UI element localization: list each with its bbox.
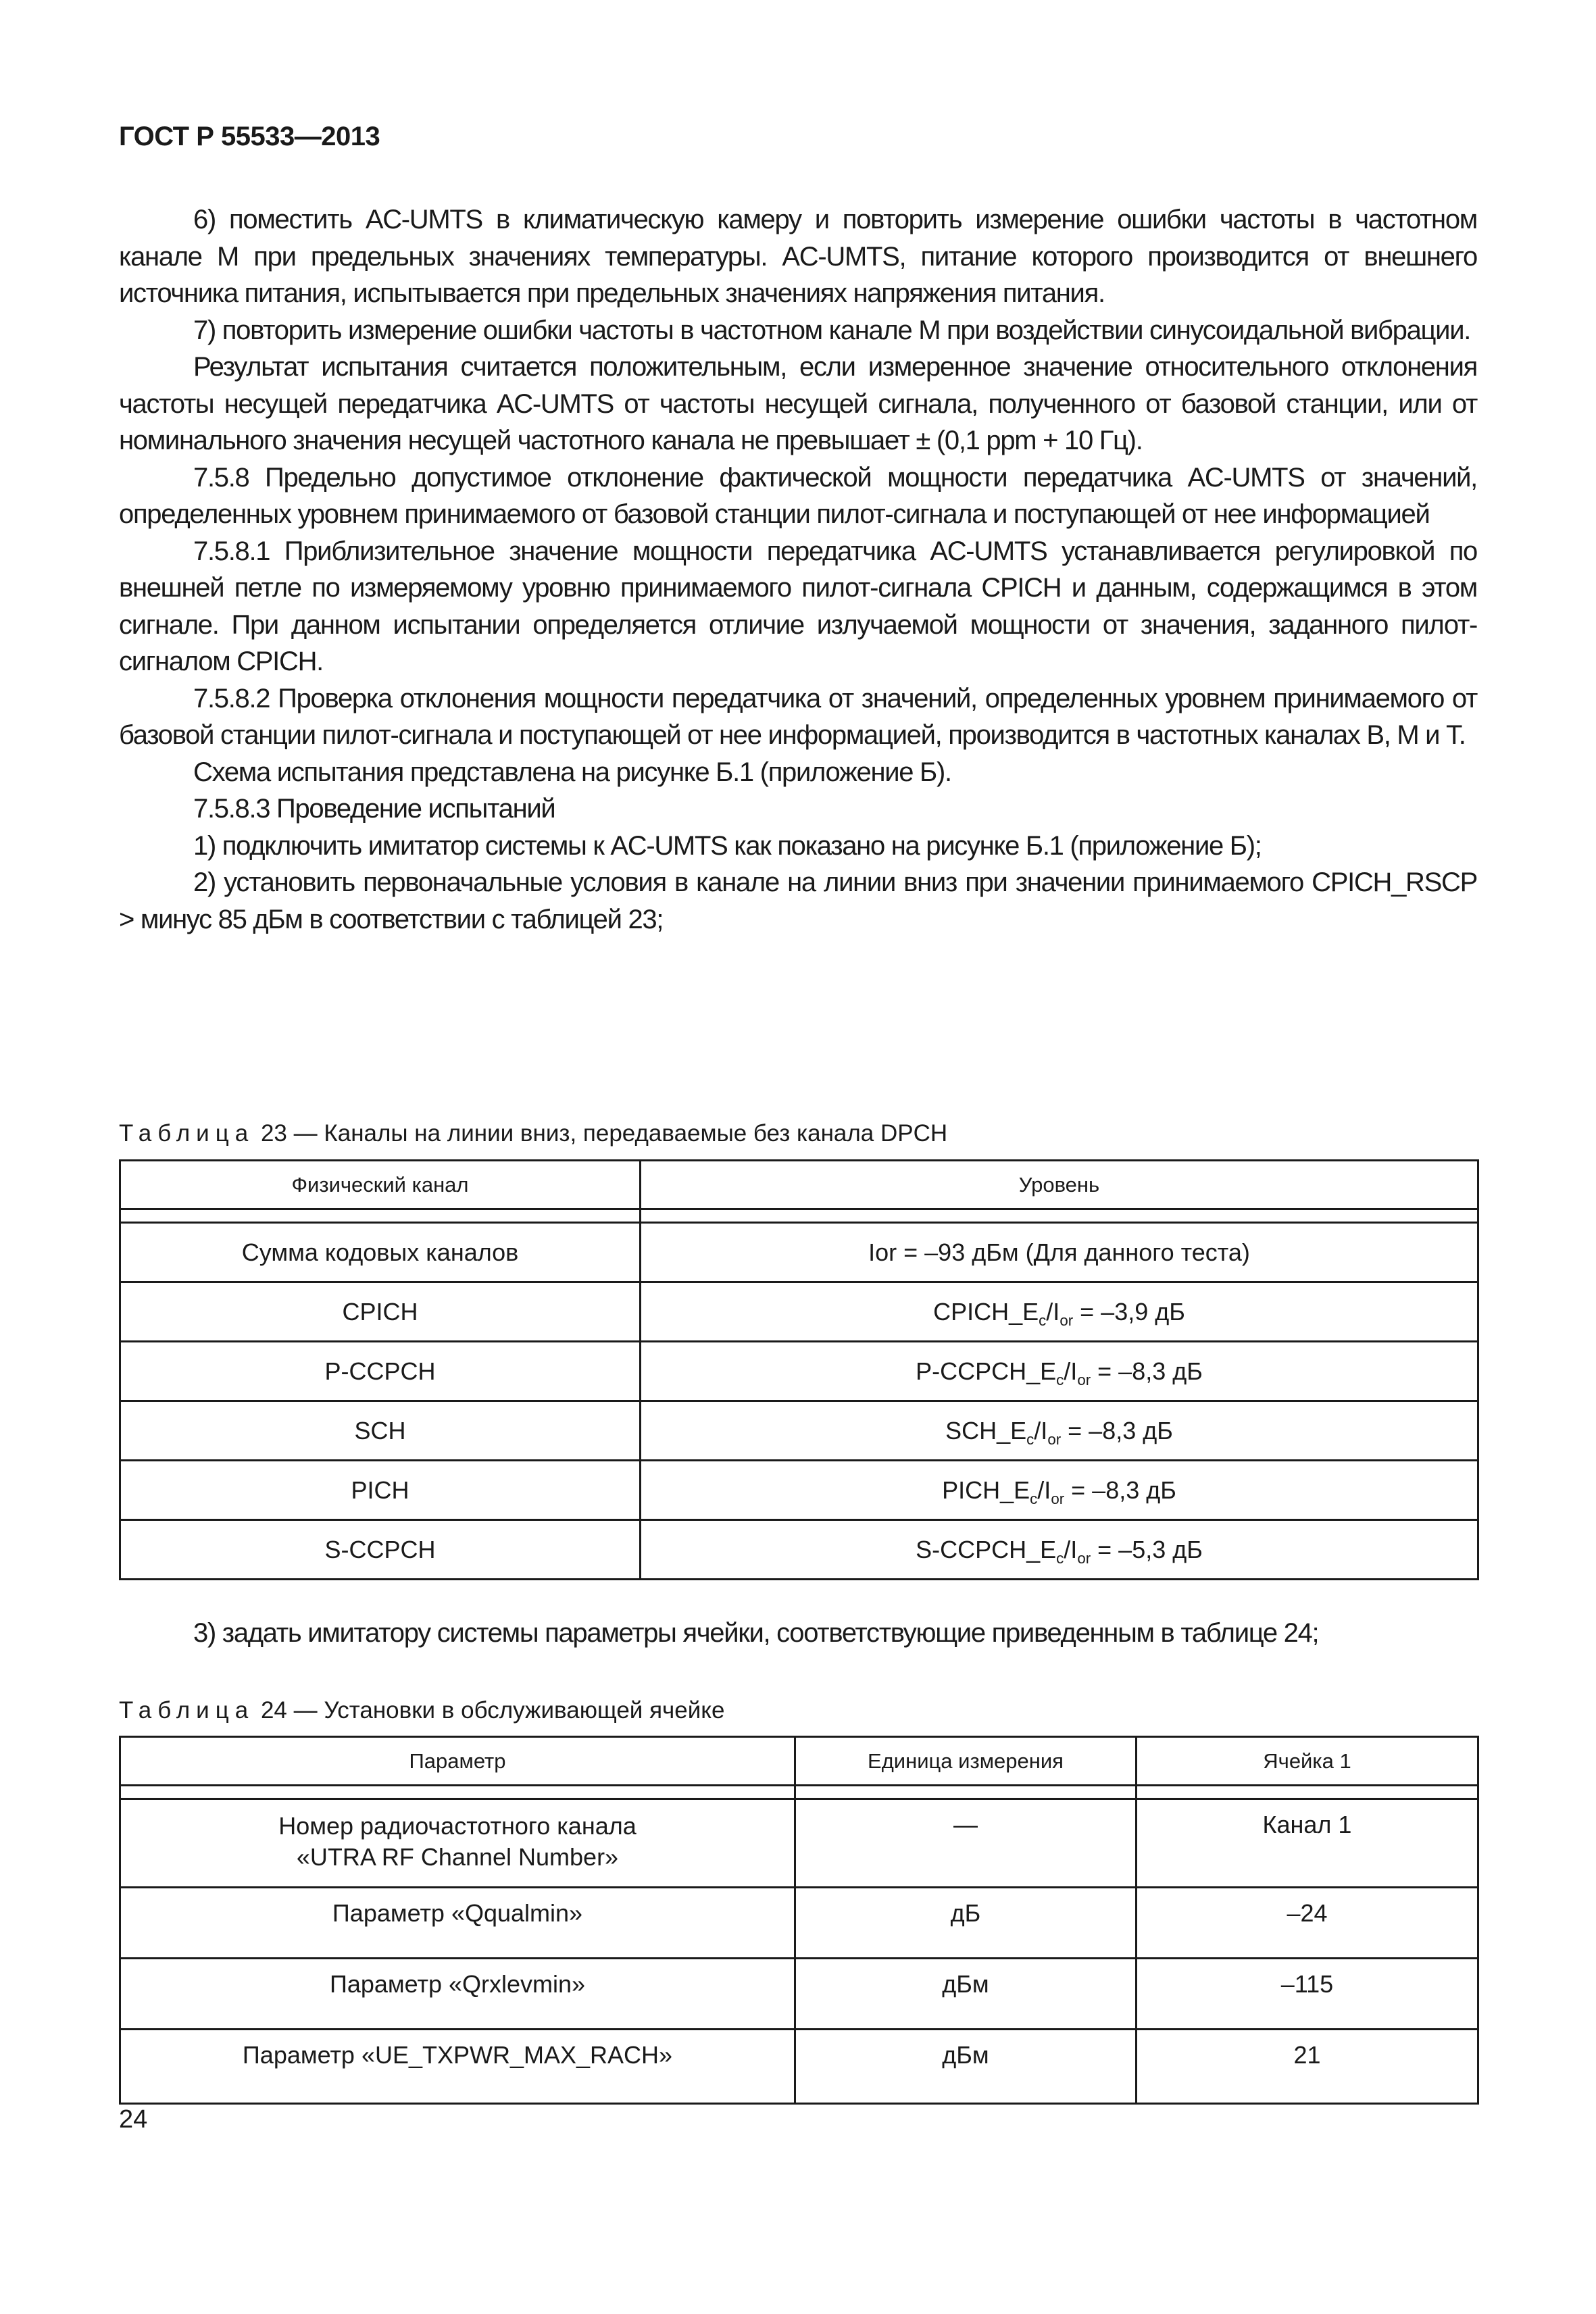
table-header-row (120, 1161, 1478, 1209)
cell-unit: дБм (795, 1959, 1137, 2030)
table-gap-row (120, 1209, 1478, 1223)
caption-text: 24 — Установки в обслуживающей ячейке (254, 1697, 725, 1724)
table-row (120, 1223, 1478, 1282)
cell-parameter: Параметр «Qqualmin» (120, 1888, 795, 1959)
table-header-row (120, 1737, 1478, 1786)
cell-channel: P-CCPCH (120, 1342, 641, 1401)
table-row (120, 1888, 1478, 1959)
paragraph: 7.5.8.2 Проверка отклонения мощности передатчика от значений, определенных уровнем принимаемого от базовой станции пилот-сигнала и поступающей от нее информацией, производится в частотных каналах B, M и T. (119, 683, 1477, 750)
cell-parameter: Номер радиочастотного канала «UTRA RF Channel Number» (120, 1799, 795, 1888)
table-row (120, 1342, 1478, 1401)
column-header: Физический канал (120, 1161, 641, 1209)
table-row (120, 1461, 1478, 1520)
paragraph: Схема испытания представлена на рисунке Б.1 (приложение Б). (193, 757, 951, 787)
cell-value: Канал 1 (1137, 1799, 1478, 1888)
paragraph: 7) повторить измерение ошибки частоты в частотном канале M при воздействии синусоидальной вибрации. (193, 315, 1471, 345)
table-row (120, 2030, 1478, 2104)
table-row (120, 1520, 1478, 1580)
cell-channel: Сумма кодовых каналов (120, 1223, 641, 1282)
column-header: Единица измерения (795, 1737, 1137, 1786)
cell-channel: CPICH (120, 1282, 641, 1342)
paragraph: 6) поместить AC-UMTS в климатическую камеру и повторить измерение ошибки частоты в частотном канале M при предельных значениях температуры. AC-UMTS, питание которого производится от внешнего источника питания, испытывается при предельных значениях напряжения питания. (119, 205, 1477, 308)
table-row (120, 1799, 1478, 1888)
cell-value: –24 (1137, 1888, 1478, 1959)
body-text (119, 201, 1477, 938)
cell-channel: SCH (120, 1401, 641, 1461)
caption-text: 23 — Каналы на линии вниз, передаваемые без канала DPCH (254, 1120, 948, 1147)
table24-caption (119, 1697, 724, 1724)
cell-value: 21 (1137, 2030, 1478, 2104)
table-23 (119, 1159, 1479, 1580)
cell-level: $P-CCPCH\_E_c/I_{or} = -8,3$ дБ (641, 1342, 1478, 1401)
caption-lead: Таблица (119, 1697, 255, 1724)
paragraph: 2) установить первоначальные условия в канале на линии вниз при значении принимаемого CPICH_RSCP > минус 85 дБм в соответствии с таблицей 23; (119, 867, 1477, 934)
cell-parameter: Параметр «UE_TXPWR_MAX_RACH» (120, 2030, 795, 2104)
cell-parameter: Параметр «Qrxlevmin» (120, 1959, 795, 2030)
cell-unit: дБ (795, 1888, 1137, 1959)
cell-unit: дБм (795, 2030, 1137, 2104)
column-header: Ячейка 1 (1137, 1737, 1478, 1786)
paragraph: 7.5.8.1 Приблизительное значение мощности передатчика AC-UMTS устанавливается регулировкой по внешней петле по измеряемому уровню принимаемого пилот-сигнала CPICH и данным, содержащимся в этом сигнале. При данном испытании определяется отличие излучаемой мощности от значения, заданного пилот-сигналом CPICH. (119, 536, 1477, 676)
cell-level: $PICH\_E_c/I_{or} = -8,3$ дБ (641, 1461, 1478, 1520)
table-row (120, 1401, 1478, 1461)
column-header: Параметр (120, 1737, 795, 1786)
document-header: ГОСТ Р 55533—2013 (119, 122, 380, 151)
cell-unit: — (795, 1799, 1137, 1888)
paragraph: 7.5.8 Предельно допустимое отклонение фактической мощности передатчика AC-UMTS от значений, определенных уровнем принимаемого от базовой станции пилот-сигнала и поступающей от нее информацией (119, 462, 1477, 529)
paragraph: 1) подключить имитатор системы к AC-UMTS как показано на рисунке Б.1 (приложение Б); (193, 830, 1262, 861)
table-24 (119, 1736, 1479, 2105)
table-row (120, 1959, 1478, 2030)
cell-level: $S-CCPCH\_E_c/I_{or} = -5,3$ дБ (641, 1520, 1478, 1580)
table23-caption (119, 1120, 947, 1147)
cell-level: $SCH\_E_c/I_{or} = -8,3$ дБ (641, 1401, 1478, 1461)
caption-lead: Таблица (119, 1120, 255, 1147)
cell-channel: S-CCPCH (120, 1520, 641, 1580)
paragraph: 7.5.8.3 Проведение испытаний (193, 794, 555, 824)
cell-value: –115 (1137, 1959, 1478, 2030)
page-number: 24 (119, 2105, 148, 2134)
table-row (120, 1282, 1478, 1342)
cell-level: Ior = –93 дБм (Для данного теста) (641, 1223, 1478, 1282)
table-gap-row (120, 1786, 1478, 1799)
cell-level: $CPICH\_E_c/I_{or} = -3,9$ дБ (641, 1282, 1478, 1342)
column-header: Уровень (641, 1161, 1478, 1209)
paragraph: 3) задать имитатору системы параметры ячейки, соответствующие приведенным в таблице 24; (193, 1618, 1319, 1648)
paragraph: Результат испытания считается положительным, если измеренное значение относительного отклонения частоты несущей передатчика AC-UMTS от частоты несущей сигнала, полученного от базовой станции, или от номинального значения несущей частотного канала не превышает ± (0,1 ppm + 10 Гц). (119, 352, 1477, 455)
cell-channel: PICH (120, 1461, 641, 1520)
